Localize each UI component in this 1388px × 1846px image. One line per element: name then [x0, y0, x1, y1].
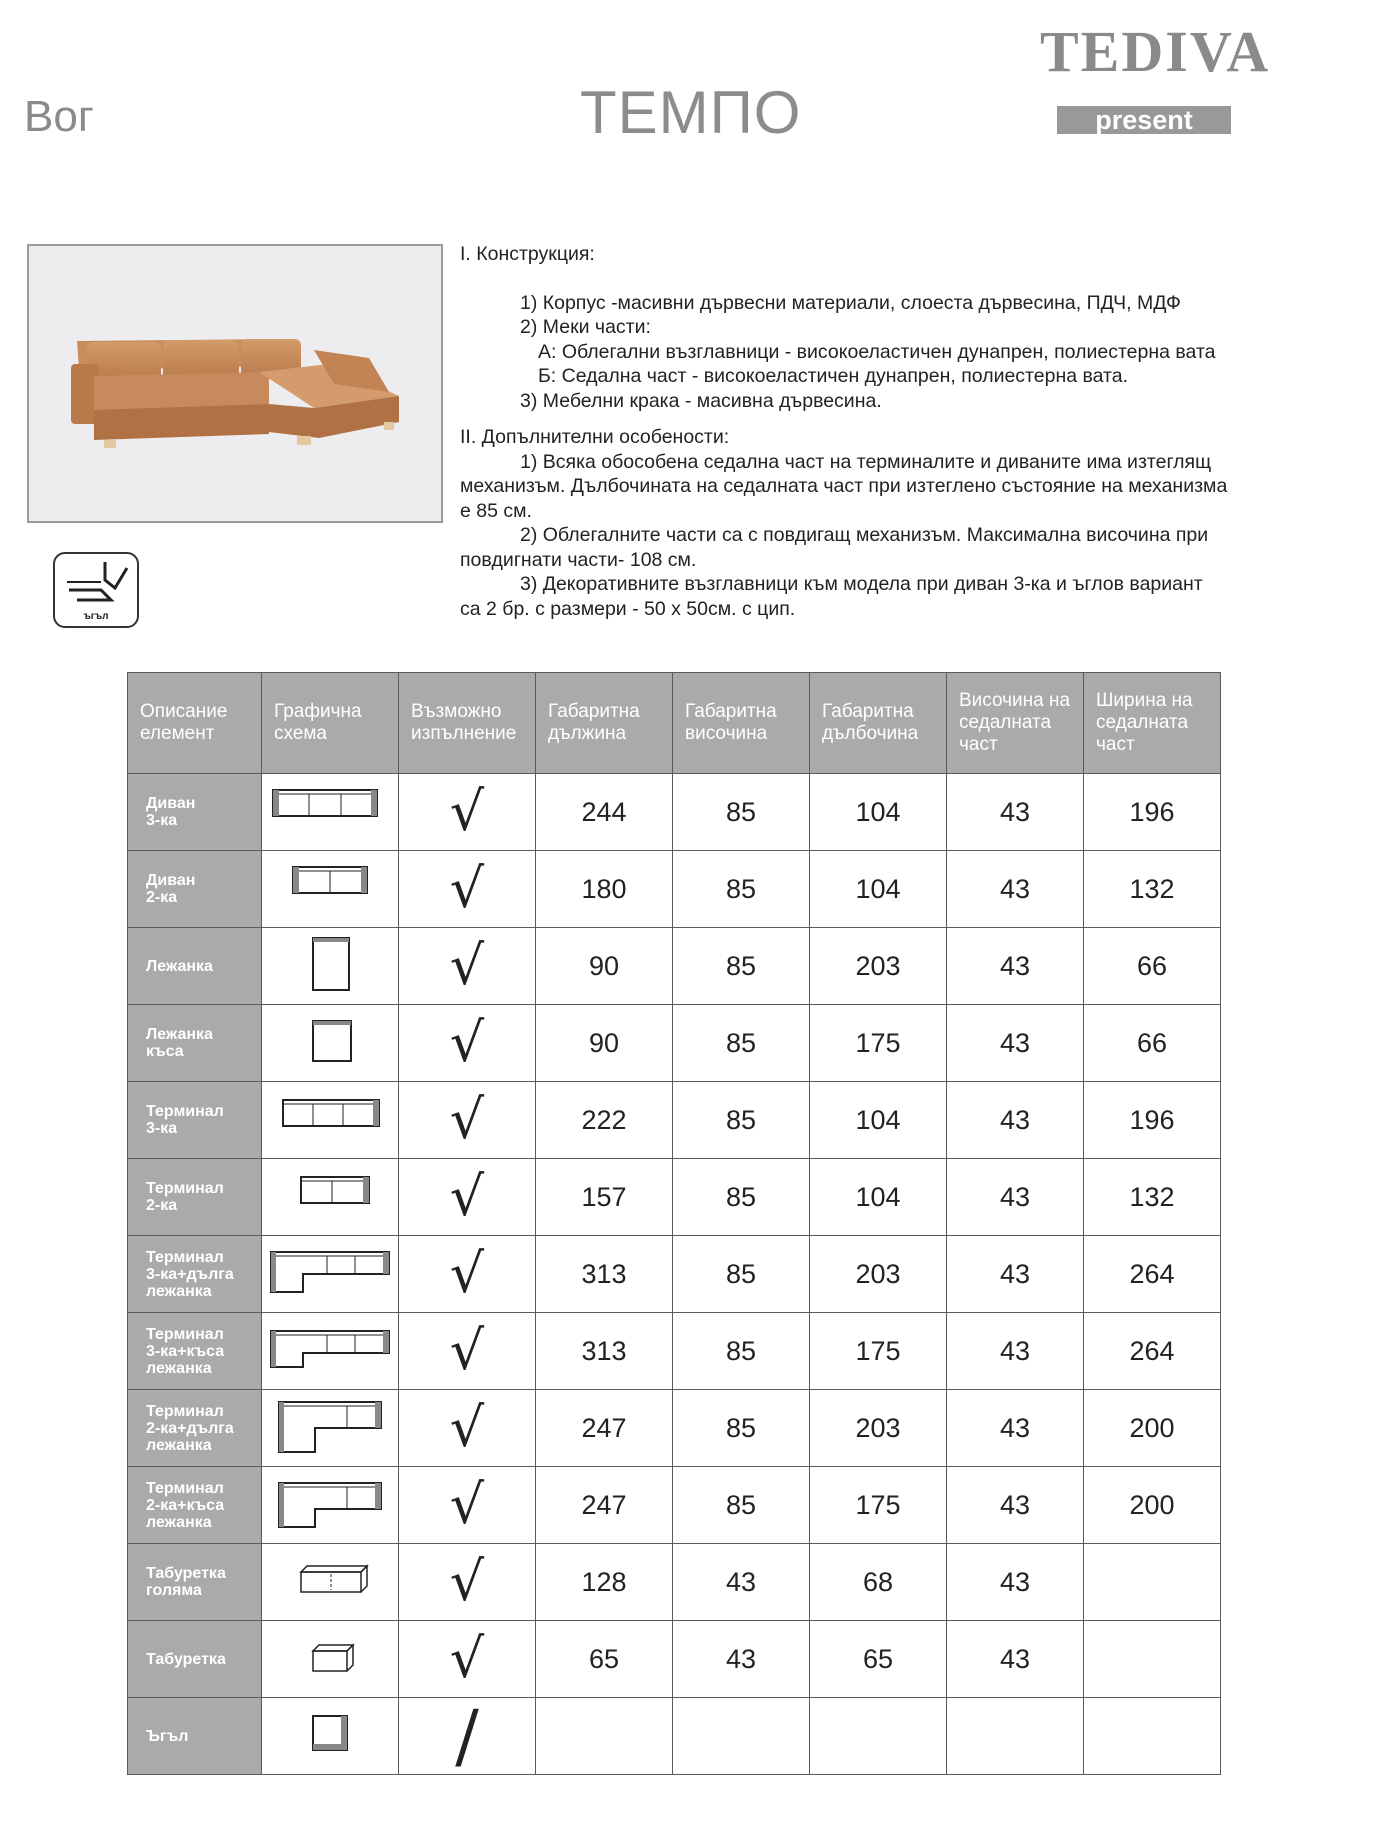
- cell-seat-h: 43: [947, 1005, 1084, 1082]
- spec-line: 1) Всяка обособена седална част на терминалите и диваните има изтеглящ: [520, 450, 1212, 473]
- table-row: [128, 1159, 1221, 1236]
- cell-seat-h: 43: [947, 1544, 1084, 1621]
- row-description: Диван 3-ка: [128, 774, 262, 851]
- row-availability: [399, 1313, 536, 1390]
- table-row: [128, 928, 1221, 1005]
- cell-seat-w: 200: [1084, 1467, 1221, 1544]
- row-schema: [262, 1467, 399, 1544]
- row-availability: [399, 1621, 536, 1698]
- availability-mark: √: [449, 857, 485, 920]
- spec-line: 2) Облегалните части са с повдигащ механизъм. Максимална височина при: [520, 524, 1209, 546]
- cell-seat-w: 132: [1084, 851, 1221, 928]
- cell-length: 313: [536, 1236, 673, 1313]
- row-schema: [262, 1698, 399, 1775]
- cell-depth: 175: [810, 1467, 947, 1544]
- product-photo: [27, 244, 443, 523]
- spec-line: са 2 бр. с размери - 50 х 50см. с цип.: [460, 597, 796, 620]
- cell-seat-w: 264: [1084, 1236, 1221, 1313]
- cell-depth: 104: [810, 1159, 947, 1236]
- row-description: Терминал 2-ка+къса лежанка: [128, 1467, 262, 1544]
- row-description: Терминал 3-ка+дълга лежанка: [128, 1236, 262, 1313]
- cell-length: 128: [536, 1544, 673, 1621]
- row-schema: [262, 1082, 399, 1159]
- dimensions-table: [127, 672, 1221, 1775]
- term3-schema-icon: [265, 1088, 395, 1148]
- cell-height: 85: [673, 774, 810, 851]
- cell-seat-w: [1084, 1698, 1221, 1775]
- cell-length: 90: [536, 1005, 673, 1082]
- row-schema: [262, 1313, 399, 1390]
- row-description: Табуретка: [128, 1621, 262, 1698]
- sofa2-schema-icon: [265, 857, 395, 917]
- cell-height: 85: [673, 851, 810, 928]
- cell-length: 222: [536, 1082, 673, 1159]
- availability-mark: √: [449, 934, 485, 997]
- specification-text: [460, 242, 1350, 621]
- cell-seat-h: 43: [947, 851, 1084, 928]
- cell-seat-w: 196: [1084, 1082, 1221, 1159]
- ottoman-large-schema-icon: [265, 1550, 395, 1610]
- lounger-schema-icon: [265, 934, 395, 994]
- term2-schema-icon: [265, 1165, 395, 1225]
- lounger-short-schema-icon: [265, 1011, 395, 1071]
- availability-mark: √: [449, 1165, 485, 1228]
- cell-height: 85: [673, 1082, 810, 1159]
- row-schema: [262, 1390, 399, 1467]
- row-availability: [399, 928, 536, 1005]
- cell-seat-h: 43: [947, 1082, 1084, 1159]
- row-schema: [262, 1159, 399, 1236]
- table-row: [128, 774, 1221, 851]
- cell-seat-w: 200: [1084, 1390, 1221, 1467]
- sofa3-schema-icon: [265, 780, 395, 840]
- table-row: [128, 1005, 1221, 1082]
- header-seat-height: Височина на седалната част: [947, 673, 1084, 774]
- availability-mark: √: [449, 1627, 485, 1690]
- cell-length: 247: [536, 1390, 673, 1467]
- cell-length: 247: [536, 1467, 673, 1544]
- cell-seat-w: 66: [1084, 928, 1221, 1005]
- features-heading: II. Допълнителни особености:: [460, 426, 730, 448]
- sofa-illustration: [29, 246, 441, 521]
- header-height: Габаритна височина: [673, 673, 810, 774]
- cell-seat-h: 43: [947, 1621, 1084, 1698]
- cell-depth: 203: [810, 928, 947, 1005]
- header-length: Габаритна дължина: [536, 673, 673, 774]
- availability-mark: √: [449, 1242, 485, 1305]
- construction-heading: I. Конструкция:: [460, 243, 595, 265]
- corner3-schema-icon: [265, 1242, 395, 1302]
- cell-seat-h: 43: [947, 1390, 1084, 1467]
- table-row: [128, 1082, 1221, 1159]
- header-depth: Габаритна дълбочина: [810, 673, 947, 774]
- cell-seat-h: 43: [947, 1467, 1084, 1544]
- cell-length: 90: [536, 928, 673, 1005]
- spec-line: механизъм. Дълбочината на седалната част при изтеглено състояние на механизма: [460, 475, 1228, 497]
- availability-mark: √: [449, 1396, 485, 1459]
- row-description: Ъгъл: [128, 1698, 262, 1775]
- cell-seat-w: 132: [1084, 1159, 1221, 1236]
- cell-seat-h: 43: [947, 928, 1084, 1005]
- cell-length: 157: [536, 1159, 673, 1236]
- cell-depth: 104: [810, 774, 947, 851]
- cell-depth: [810, 1698, 947, 1775]
- corner3s-schema-icon: [265, 1319, 395, 1379]
- row-availability: [399, 1082, 536, 1159]
- availability-mark: √: [449, 1473, 485, 1536]
- row-description: Лежанка: [128, 928, 262, 1005]
- corner2s-schema-icon: [265, 1473, 395, 1533]
- availability-mark: /: [455, 1695, 479, 1777]
- cell-seat-h: 43: [947, 1236, 1084, 1313]
- cell-depth: 104: [810, 1082, 947, 1159]
- table-row: [128, 1698, 1221, 1775]
- spec-line: е 85 см.: [460, 499, 532, 522]
- cell-height: 85: [673, 1390, 810, 1467]
- brand-left-text: Вог: [24, 92, 94, 141]
- corner-variant-badge: [53, 552, 139, 628]
- cell-seat-w: 264: [1084, 1313, 1221, 1390]
- cell-seat-h: 43: [947, 1313, 1084, 1390]
- page-title: ТЕМПО: [580, 79, 802, 146]
- table-row: [128, 1236, 1221, 1313]
- cell-height: 85: [673, 1236, 810, 1313]
- row-description: Терминал 3-ка: [128, 1082, 262, 1159]
- logo-name: TEDIVA: [1040, 19, 1271, 84]
- spec-line: 3) Мебелни крака - масивна дървесина.: [520, 389, 882, 412]
- cell-height: 85: [673, 1313, 810, 1390]
- row-schema: [262, 1005, 399, 1082]
- cell-length: 313: [536, 1313, 673, 1390]
- header-schema: Графична схема: [262, 673, 399, 774]
- cell-height: 85: [673, 1159, 810, 1236]
- row-description: Терминал 3-ка+къса лежанка: [128, 1313, 262, 1390]
- row-availability: [399, 774, 536, 851]
- corner-badge-label: ъгъл: [83, 611, 109, 622]
- row-availability: [399, 1005, 536, 1082]
- availability-mark: √: [449, 1011, 485, 1074]
- spec-line: А: Облегални възглавници - високоеластичен дунапрен, полиестерна вата: [538, 340, 1216, 363]
- cell-length: [536, 1698, 673, 1775]
- availability-mark: √: [449, 780, 485, 843]
- cell-length: 244: [536, 774, 673, 851]
- spec-line: 2) Меки части:: [520, 316, 651, 338]
- row-description: Лежанка къса: [128, 1005, 262, 1082]
- cell-length: 180: [536, 851, 673, 928]
- ottoman-schema-icon: [265, 1627, 395, 1687]
- row-schema: [262, 928, 399, 1005]
- cell-depth: 203: [810, 1390, 947, 1467]
- row-availability: [399, 1544, 536, 1621]
- cell-height: 85: [673, 928, 810, 1005]
- spec-line: 3) Декоративните възглавници към модела при диван 3-ка и ъглов вариант: [520, 573, 1203, 595]
- availability-mark: √: [449, 1319, 485, 1382]
- row-schema: [262, 1621, 399, 1698]
- row-schema: [262, 851, 399, 928]
- spec-line: Б: Седална част - високоеластичен дунапрен, полиестерна вата.: [538, 365, 1129, 387]
- row-availability: [399, 1236, 536, 1313]
- header-seat-width: Ширина на седалната част: [1084, 673, 1221, 774]
- row-schema: [262, 1236, 399, 1313]
- cell-depth: 68: [810, 1544, 947, 1621]
- table-row: [128, 1390, 1221, 1467]
- header-availability: Възможно изпълнение: [399, 673, 536, 774]
- cell-seat-h: 43: [947, 1159, 1084, 1236]
- cell-length: 65: [536, 1621, 673, 1698]
- corner-sofa-icon: [55, 554, 137, 612]
- cell-seat-w: 66: [1084, 1005, 1221, 1082]
- header-description: Описание елемент: [128, 673, 262, 774]
- cell-depth: 203: [810, 1236, 947, 1313]
- cell-height: [673, 1698, 810, 1775]
- cell-depth: 175: [810, 1005, 947, 1082]
- row-schema: [262, 1544, 399, 1621]
- corner-schema-icon: [265, 1704, 395, 1764]
- row-schema: [262, 774, 399, 851]
- cell-seat-h: [947, 1698, 1084, 1775]
- cell-seat-w: [1084, 1621, 1221, 1698]
- spec-line: повдигнати части- 108 см.: [460, 548, 697, 571]
- row-availability: [399, 1390, 536, 1467]
- cell-seat-w: 196: [1084, 774, 1221, 851]
- cell-height: 43: [673, 1621, 810, 1698]
- table-row: [128, 1544, 1221, 1621]
- cell-depth: 65: [810, 1621, 947, 1698]
- row-description: Диван 2-ка: [128, 851, 262, 928]
- cell-seat-w: [1084, 1544, 1221, 1621]
- table-row: [128, 851, 1221, 928]
- cell-height: 43: [673, 1544, 810, 1621]
- table-row: [128, 1621, 1221, 1698]
- row-availability: [399, 1159, 536, 1236]
- table-row: [128, 1467, 1221, 1544]
- row-description: Табуретка голяма: [128, 1544, 262, 1621]
- cell-height: 85: [673, 1467, 810, 1544]
- table-header-row: [128, 673, 1221, 774]
- cell-seat-h: 43: [947, 774, 1084, 851]
- logo-tagline: present: [1057, 106, 1231, 134]
- corner2-schema-icon: [265, 1396, 395, 1456]
- row-availability: [399, 1467, 536, 1544]
- row-description: Терминал 2-ка: [128, 1159, 262, 1236]
- availability-mark: √: [449, 1550, 485, 1613]
- table-row: [128, 1313, 1221, 1390]
- cell-depth: 104: [810, 851, 947, 928]
- cell-height: 85: [673, 1005, 810, 1082]
- spec-line: 1) Корпус -масивни дървесни материали, слоеста дървесина, ПДЧ, МДФ: [520, 291, 1181, 314]
- row-description: Терминал 2-ка+дълга лежанка: [128, 1390, 262, 1467]
- availability-mark: √: [449, 1088, 485, 1151]
- cell-depth: 175: [810, 1313, 947, 1390]
- row-availability: [399, 851, 536, 928]
- row-availability: [399, 1695, 536, 1777]
